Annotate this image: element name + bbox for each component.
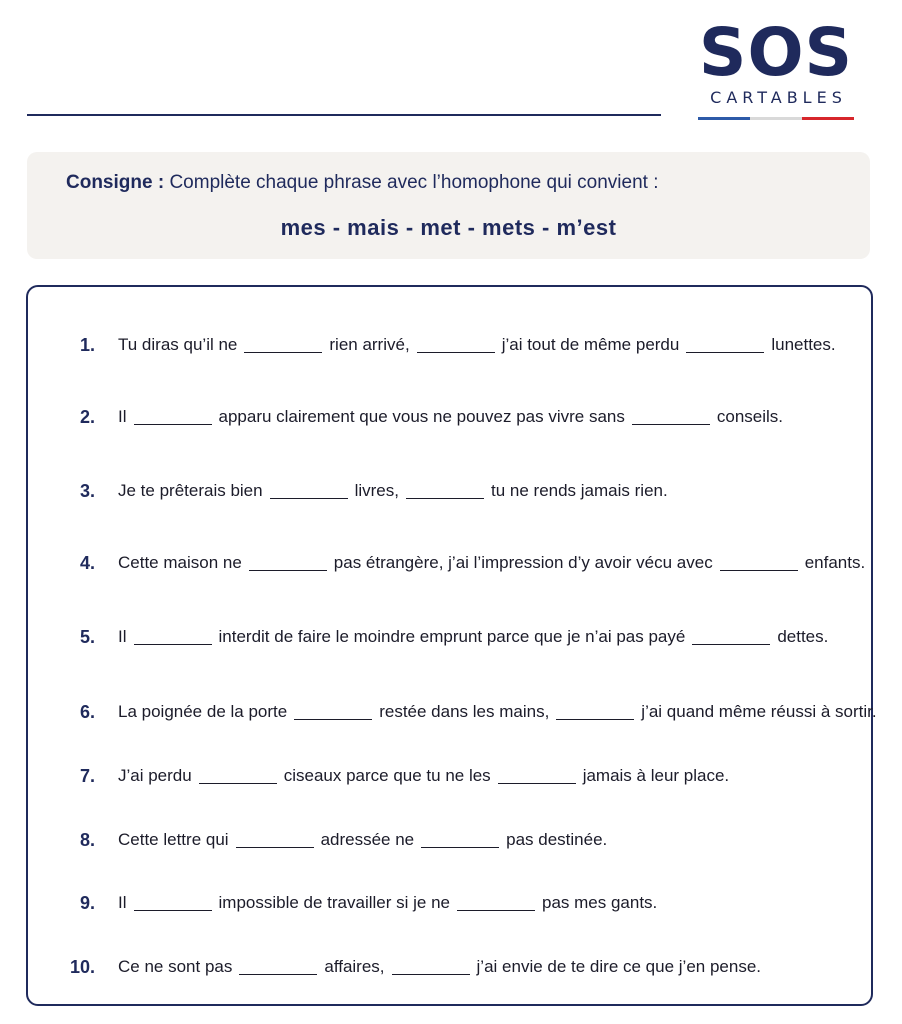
sentence-part: j’ai tout de même perdu — [501, 335, 680, 354]
exercise-number: 4. — [79, 552, 95, 573]
sentence-part: Il — [118, 627, 127, 646]
sentence-part: pas étrangère, j’ai l’impression d’y avoir vécu avec — [333, 553, 713, 572]
sentence-part: Cette lettre qui — [118, 830, 229, 849]
flag-white — [750, 117, 802, 120]
exercise-item — [56, 477, 668, 505]
logo-flag-stripe — [698, 117, 854, 120]
exercise-number: 10. — [69, 956, 95, 977]
exercise-box — [26, 285, 877, 1006]
exercise-number: 5. — [79, 626, 95, 647]
sentence-part: J’ai perdu — [118, 766, 192, 785]
sentence-part: Il — [118, 407, 127, 426]
answer-blank[interactable] — [720, 556, 798, 571]
answer-blank[interactable] — [239, 960, 317, 975]
answer-blank[interactable] — [392, 960, 470, 975]
sentence-part: ciseaux parce que tu ne les — [283, 766, 491, 785]
sentence-part: interdit de faire le moindre emprunt parce que je n’ai pas payé — [218, 627, 686, 646]
exercise-item — [56, 698, 877, 726]
flag-blue — [698, 117, 750, 120]
instruction-text: Complète chaque phrase avec l’homophone qui convient : — [169, 172, 659, 193]
answer-blank[interactable] — [270, 484, 348, 499]
sentence-part: impossible de travailler si je ne — [218, 893, 450, 912]
answer-blank[interactable] — [417, 338, 495, 353]
title-underline — [27, 114, 661, 116]
sentence-part: Il — [118, 893, 127, 912]
answer-blank[interactable] — [134, 410, 212, 425]
answer-blank[interactable] — [692, 630, 770, 645]
answer-blank[interactable] — [421, 833, 499, 848]
exercise-number: 3. — [79, 480, 95, 501]
sentence-part: Tu diras qu’il ne — [118, 335, 238, 354]
instruction-box — [27, 152, 870, 259]
answer-blank[interactable] — [236, 833, 314, 848]
sentence-part: lunettes. — [771, 335, 836, 354]
sentence-part: affaires, — [324, 957, 385, 976]
sentence-part: livres, — [354, 481, 399, 500]
answer-blank[interactable] — [406, 484, 484, 499]
instruction-line — [66, 172, 659, 194]
sentence-part: j’ai quand même réussi à sortir. — [641, 702, 877, 721]
answer-blank[interactable] — [556, 705, 634, 720]
exercise-number: 8. — [79, 829, 95, 850]
sentence-part: Cette maison ne — [118, 553, 242, 572]
exercise-number: 6. — [79, 701, 95, 722]
sentence-part: dettes. — [777, 627, 829, 646]
sentence-part: adressée ne — [320, 830, 415, 849]
answer-blank[interactable] — [244, 338, 322, 353]
sentence-part: jamais à leur place. — [582, 766, 730, 785]
homophone-list: mes - mais - met - mets - m’est — [280, 215, 617, 240]
exercise-item — [56, 826, 607, 854]
exercise-item — [56, 549, 865, 577]
exercise-number: 9. — [79, 892, 95, 913]
exercise-item — [56, 403, 783, 431]
sentence-part: apparu clairement que vous ne pouvez pas vivre sans — [218, 407, 625, 426]
exercise-number: 2. — [79, 406, 95, 427]
instruction-label: Consigne : — [66, 172, 165, 193]
sentence-part: La poignée de la porte — [118, 702, 288, 721]
answer-blank[interactable] — [632, 410, 710, 425]
sentence-part: restée dans les mains, — [379, 702, 550, 721]
exercise-number: 7. — [79, 765, 95, 786]
answer-blank[interactable] — [457, 896, 535, 911]
sentence-part: pas destinée. — [506, 830, 608, 849]
sentence-part: Ce ne sont pas — [118, 957, 233, 976]
sentence-part: enfants. — [804, 553, 866, 572]
answer-blank[interactable] — [134, 896, 212, 911]
logo-sub-text: CARTABLES — [710, 88, 847, 107]
answer-blank[interactable] — [199, 769, 277, 784]
exercise-item — [56, 623, 828, 651]
logo-main-text: SOS — [698, 14, 854, 91]
answer-blank[interactable] — [498, 769, 576, 784]
answer-blank[interactable] — [249, 556, 327, 571]
exercise-item — [56, 889, 657, 917]
answer-blank[interactable] — [686, 338, 764, 353]
answer-blank[interactable] — [134, 630, 212, 645]
exercise-item — [56, 331, 836, 359]
answer-blank[interactable] — [294, 705, 372, 720]
exercise-item — [56, 953, 761, 981]
sentence-part: tu ne rends jamais rien. — [491, 481, 668, 500]
flag-red — [802, 117, 854, 120]
exercise-number: 1. — [79, 334, 95, 355]
sentence-part: pas mes gants. — [542, 893, 658, 912]
exercise-item — [56, 762, 729, 790]
sentence-part: Je te prêterais bien — [118, 481, 263, 500]
sos-cartables-logo — [692, 14, 860, 124]
sentence-part: j’ai envie de te dire ce que j’en pense. — [476, 957, 761, 976]
sentence-part: rien arrivé, — [329, 335, 410, 354]
sentence-part: conseils. — [716, 407, 783, 426]
